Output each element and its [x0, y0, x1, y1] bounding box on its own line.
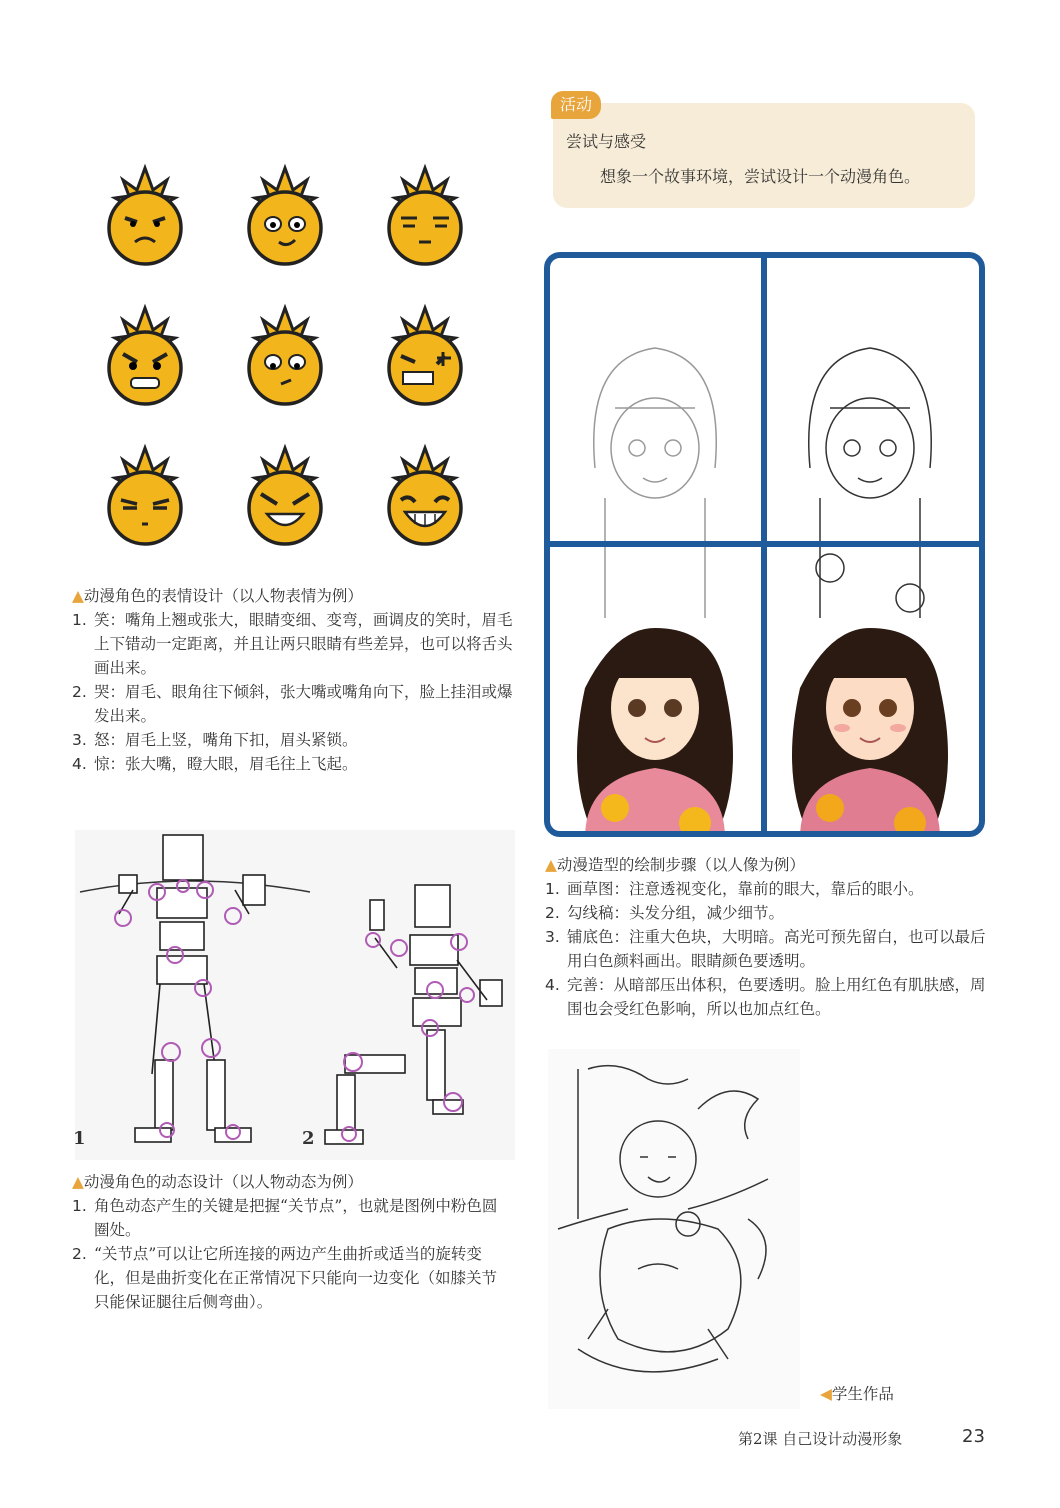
list-item: 2. “关节点”可以让它所连接的两边产生曲折或适当的旋转变化，但是曲折变化在正常情况下只能向一边变化（如膝关节只能保证腿往后侧弯曲）。	[72, 1245, 498, 1311]
finished-portrait	[792, 628, 948, 831]
list-item: 1. 角色动态产生的关键是把握“关节点”，也就是图例中粉色圆圈处。	[72, 1197, 498, 1239]
expression-faces-grid	[95, 150, 495, 550]
list-item: 2. 哭：眉毛、眼角往下倾斜，张大嘴或嘴角向下，脸上挂泪或爆发出来。	[72, 683, 513, 725]
pose-figures	[75, 830, 515, 1160]
expression-caption	[72, 584, 520, 776]
activity-heading: 尝试与感受	[566, 132, 647, 151]
sketch-portrait	[594, 348, 717, 618]
student-work-caption	[820, 1382, 894, 1406]
drawing-caption	[545, 853, 990, 1021]
face-laughing-icon	[389, 448, 461, 544]
face-shocked-icon	[249, 448, 321, 544]
pose-caption	[72, 1170, 512, 1314]
block-figures-illustration	[75, 830, 515, 1160]
caption-title: 动漫角色的表情设计（以人物表情为例）	[83, 587, 363, 605]
list-item: 3. 铺底色：注重大色块，大明暗。高光可预先留白，也可以最后用白色颜料画出。眼睛颜色要透明。	[545, 928, 986, 970]
basecolor-portrait	[577, 628, 733, 831]
list-item: 3. 怒：眉毛上竖，嘴角下扣，眉头紧锁。	[72, 731, 358, 749]
triangle-bullet-icon: ▲	[72, 587, 84, 605]
page-number: 23	[962, 1426, 985, 1447]
list-item: 1. 笑：嘴角上翘或张大，眼睛变细、变弯，画调皮的笑时，眉毛上下错动一定距离，并且让两只眼睛有些差异，也可以将舌头画出来。	[72, 611, 513, 677]
activity-box	[553, 103, 975, 208]
lineart-portrait	[809, 348, 932, 618]
face-furious-icon	[389, 308, 461, 404]
caption-title: 动漫角色的动态设计（以人物动态为例）	[83, 1173, 363, 1191]
face-grin-icon	[249, 168, 321, 264]
face-angry-icon	[109, 308, 181, 404]
list-item: 4. 惊：张大嘴，瞪大眼，眉毛往上飞起。	[72, 755, 358, 773]
activity-tag: 活动	[551, 91, 601, 119]
list-item: 4. 完善：从暗部压出体积，色要透明。脸上用红色有肌肤感，周围也会受红色影响，所以也加点红色。	[545, 976, 986, 1018]
caption-title: 动漫造型的绘制步骤（以人像为例）	[556, 856, 805, 874]
student-sketch-illustration	[548, 1049, 800, 1409]
left-triangle-icon: ◀	[820, 1385, 832, 1403]
face-annoyed-icon	[389, 168, 461, 264]
pose-label-2: 2	[302, 1128, 315, 1149]
student-work-sketch	[548, 1049, 800, 1409]
list-item: 2. 勾线稿：头发分组，减少细节。	[545, 904, 785, 922]
triangle-bullet-icon: ▲	[72, 1173, 84, 1191]
activity-body: 想象一个故事环境，尝试设计一个动漫角色。	[600, 167, 921, 186]
block-figure-dynamic	[325, 885, 502, 1144]
pose-label-1: 1	[73, 1128, 86, 1149]
face-bored-icon	[249, 308, 321, 404]
student-work-label: 学生作品	[831, 1385, 894, 1403]
face-squint-icon	[109, 448, 181, 544]
footer-lesson: 第2课 自己设计动漫形象	[738, 1430, 903, 1448]
face-smirk-icon	[109, 168, 181, 264]
triangle-bullet-icon: ▲	[545, 856, 557, 874]
list-item: 1. 画草图：注意透视变化，靠前的眼大，靠后的眼小。	[545, 880, 924, 898]
frame-divider-horizontal	[544, 541, 985, 547]
